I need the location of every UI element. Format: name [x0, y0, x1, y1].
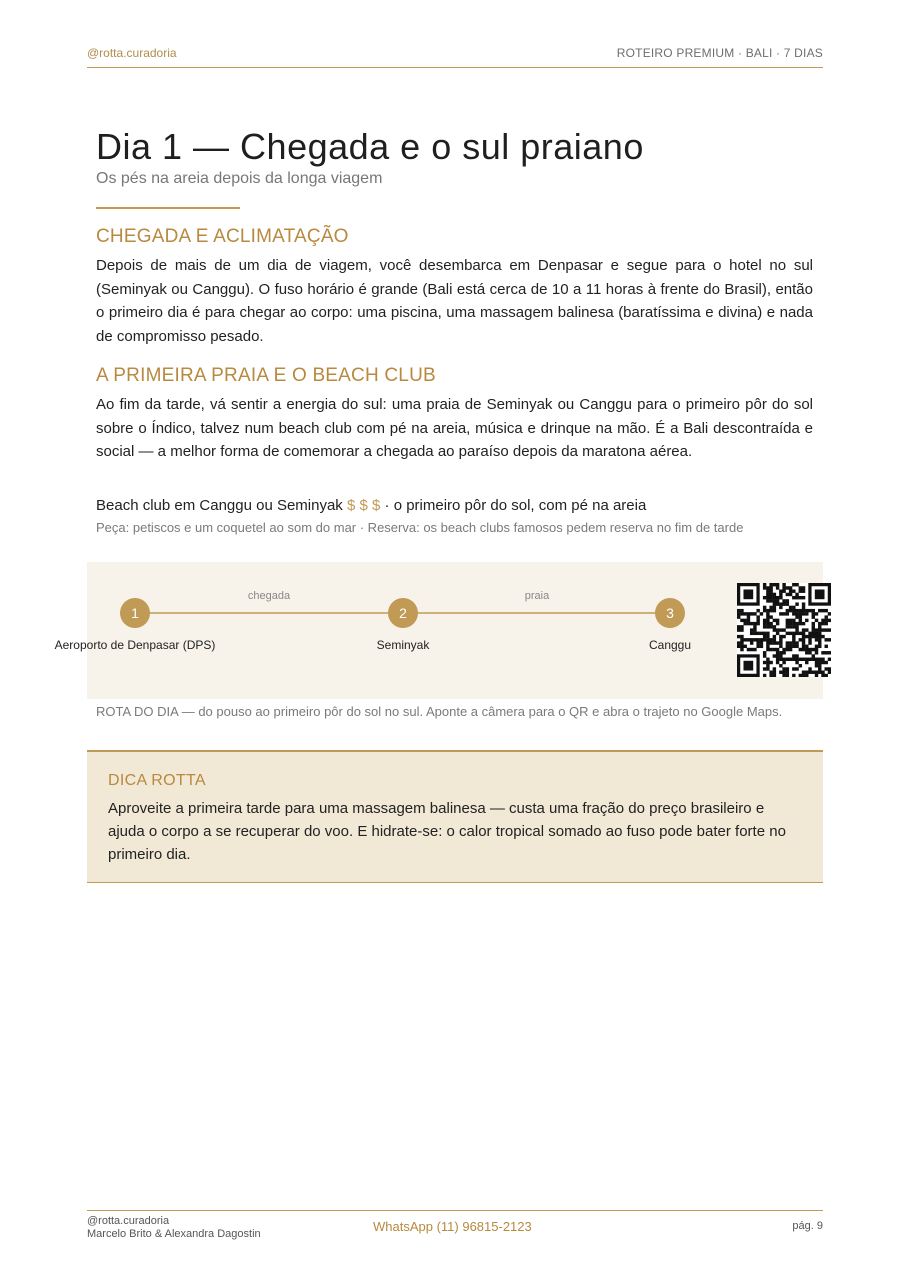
footer-credits [87, 1215, 261, 1241]
footer-authors: Marcelo Brito & Alexandra Dagostin [87, 1228, 261, 1240]
qr-code[interactable] [737, 583, 831, 677]
section-text-arrival: Depois de mais de um dia de viagem, você desembarca em Denpasar e segue para o hotel no sul (Seminyak ou Canggu). O fuso horário é grande (Bali está cerca de 10 a 11 horas à frente do Brasil), então o primeiro dia é para chegar ao corpo: uma piscina, uma massagem balinesa (baratíssima e divina) e nada de compromisso pesado. [96, 257, 813, 345]
section-text-beach: Ao fim da tarde, vá sentir a energia do sul: uma praia de Seminyak ou Canggu para o primeiro pôr do sol sobre o Índico, talvez num beach club com pé na areia, música e drinque na mão. É a Bali descontraída e social — a melhor forma de comemorar a chegada ao paraíso depois da maratona aérea. [96, 396, 813, 460]
route-map [54, 562, 823, 699]
footer-whatsapp[interactable]: WhatsApp (11) 96815-2123 [373, 1219, 532, 1234]
route-stop-name-2: Seminyak [376, 638, 430, 652]
route-stop-number-2: 2 [399, 605, 407, 621]
header-brand: @rotta.curadoria [87, 46, 177, 60]
route-stop-number-3: 3 [666, 605, 674, 621]
beach-club-note: · o primeiro pôr do sol, com pé na areia [384, 497, 647, 514]
route-caption: ROTA DO DIA — do pouso ao primeiro pôr do sol no sul. Aponte a câmera para o QR e abra o trajeto no Google Maps. [96, 704, 783, 719]
tip-box [87, 750, 823, 883]
page-footer [87, 1210, 823, 1240]
route-stop-name-1: Aeroporto de Denpasar (DPS) [54, 638, 216, 652]
qr-code-graphic [737, 583, 831, 677]
beach-club-details: Peça: petiscos e um coquetel ao som do mar · Reserva: os beach clubs famosos pedem reserva no fim de tarde [96, 520, 744, 535]
beach-club-name: Beach club em Canggu ou Seminyak [96, 497, 343, 514]
page-header [87, 46, 823, 68]
price-indicator: $ $ $ [346, 497, 381, 514]
route-segment-label-1: chegada [247, 590, 291, 602]
day-title: Dia 1 — Chegada e o sul praiano [96, 126, 644, 167]
page-number: pág. 9 [792, 1220, 823, 1232]
route-stop-name-3: Canggu [648, 638, 692, 652]
route-line-graphic [87, 562, 823, 699]
tip-text: Aproveite a primeira tarde para uma massagem balinesa — custa uma fração do preço brasileiro e ajuda o corpo a se recuperar do voo. E hidrate-se: o calor tropical somado ao fuso pode bater forte no primeiro dia. [108, 800, 786, 863]
section-heading-beach: A PRIMEIRA PRAIA E O BEACH CLUB [96, 365, 436, 386]
title-divider [96, 207, 240, 209]
route-stop-number-1: 1 [131, 605, 139, 621]
tip-heading: DICA ROTTA [108, 772, 206, 789]
header-meta: ROTEIRO PREMIUM · BALI · 7 DIAS [616, 46, 823, 60]
footer-handle: @rotta.curadoria [87, 1215, 170, 1227]
beach-club-line [96, 497, 646, 514]
day-subtitle: Os pés na areia depois da longa viagem [96, 170, 383, 187]
section-heading-arrival: CHEGADA E ACLIMATAÇÃO [96, 226, 349, 247]
route-segment-label-2: praia [524, 590, 550, 602]
